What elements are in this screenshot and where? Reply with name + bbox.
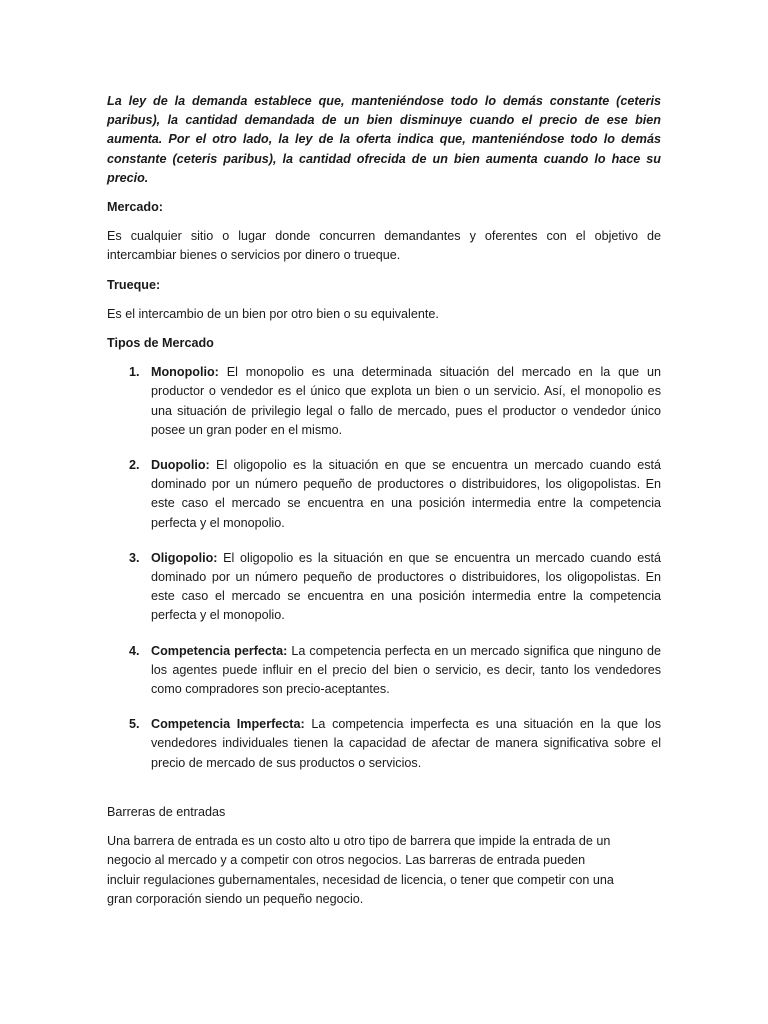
list-item-text: La competencia imperfecta es una situación en la que los vendedores individuales tienen la capacidad de afectar de manera significativa sobre el precio de mercado de sus productos o servicios. xyxy=(151,717,661,770)
barreras-heading: Barreras de entradas xyxy=(107,804,226,819)
list-item-text: La competencia perfecta en un mercado significa que ninguno de los agentes puede influir en el precio del bien o servicio, es decir, tanto los vendedores como compradores son precio-aceptantes. xyxy=(151,643,661,697)
intro-paragraph: La ley de la demanda establece que, manteniéndose todo lo demás constante (ceteris paribus), la cantidad demandada de un bien disminuye cuando el precio de ese bien aumenta. Por el otro lado, la ley de la oferta indica que, manteniéndose todo lo demás constante (ceteris paribus), la cantidad ofrecida de un bien aumenta cuando lo hace su precio. xyxy=(107,94,661,185)
list-item xyxy=(107,715,661,773)
list-item-number: 4. xyxy=(129,643,140,658)
list-item-term: Duopolio: xyxy=(151,458,210,473)
list-item xyxy=(107,642,661,700)
list-item xyxy=(107,363,661,440)
section-spacer xyxy=(107,789,661,803)
tipos-heading: Tipos de Mercado xyxy=(107,336,214,351)
trueque-heading: Trueque: xyxy=(107,277,161,292)
list-item xyxy=(107,456,661,533)
list-item-term: Monopolio: xyxy=(151,365,219,380)
document-page xyxy=(107,92,661,909)
mercado-definition: Es cualquier sitio o lugar donde concurren demandantes y oferentes con el objetivo de intercambiar bienes o servicios por dinero o trueque. xyxy=(107,229,661,263)
list-item-number: 3. xyxy=(129,550,140,565)
list-item xyxy=(107,549,661,626)
list-item-term: Competencia Imperfecta: xyxy=(151,717,305,732)
list-item-text: El oligopolio es la situación en que se encuentra un mercado cuando está dominado por un número pequeño de productores o distribuidores, los oligopolistas. En este caso el mercado se encuentra en una posición intermedia entre la competencia perfecta y el monopolio. xyxy=(151,458,662,530)
list-item-text: El monopolio es una determinada situación del mercado en la que un productor o vendedor es el único que explota un bien o un servicio. Así, el monopolio es una situación de privilegio legal o fallo de mercado, pues el productor o vendedor único posee un gran poder en el mismo. xyxy=(151,365,662,437)
list-item-number: 2. xyxy=(129,458,140,473)
list-item-number: 1. xyxy=(129,365,140,380)
list-item-number: 5. xyxy=(129,717,140,732)
list-item-text: El oligopolio es la situación en que se encuentra un mercado cuando está dominado por un número pequeño de productores o distribuidores, los oligopolistas. En este caso el mercado se encuentra en una posición intermedia entre la competencia perfecta y el monopolio. xyxy=(151,550,662,623)
list-item-term: Competencia perfecta: xyxy=(151,643,288,658)
trueque-definition: Es el intercambio de un bien por otro bien o su equivalente. xyxy=(107,306,439,321)
barreras-definition: Una barrera de entrada es un costo alto u otro tipo de barrera que impide la entrada de un negocio al mercado y a competir con otros negocios. Las barreras de entrada pueden incluir regulaciones gubernamentales, necesidad de licencia, o tener que competir con una gran corporación siendo un pequeño negocio. xyxy=(107,834,614,906)
mercado-heading: Mercado: xyxy=(107,200,163,215)
list-item-term: Oligopolio: xyxy=(151,550,218,565)
market-types-list xyxy=(107,363,661,773)
